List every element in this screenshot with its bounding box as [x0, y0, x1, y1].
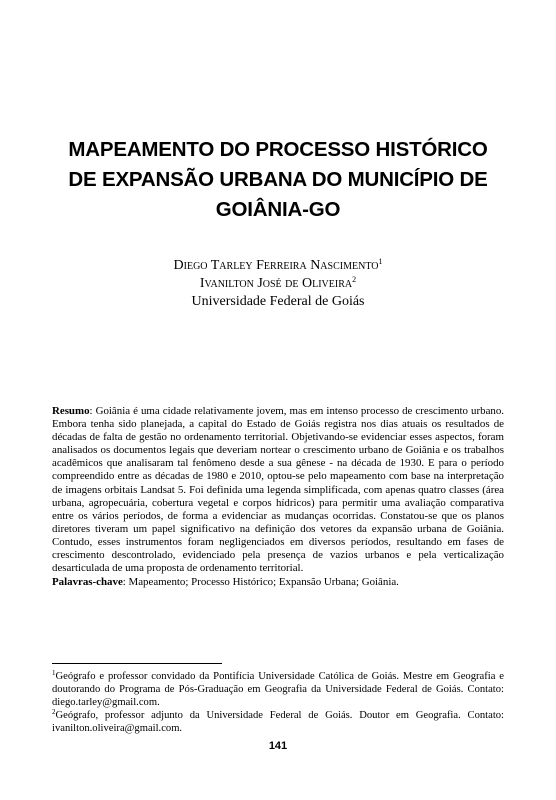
footnote-2-text: Geógrafo, professor adjunto da Universidade Federal de Goiás. Doutor em Geografia. Contato: ivanilton.oliveira@gmail.com.	[52, 710, 504, 734]
author-2-name: Ivanilton José de Oliveira	[199, 276, 353, 291]
page-number: 141	[268, 740, 288, 752]
abstract: Resumo: Goiânia é uma cidade relativamente jovem, mas em intenso processo de crescimento urbano. Embora tenha sido planejada, a capital do Estado de Goiás registra nos dias atuais os resultados de décadas de falta de gestão no ordenamento territorial. Objetivando-se evidenciar esses aspectos, foram analisados os documentos legais que deveriam nortear o crescimento urbano de Goiânia e os trabalhos acadêmicos que analisaram tal fenômeno desde a sua gênese - na década de 1930. E para o período compreendido entre as décadas de 1980 e 2010, optou-se pelo mapeamento com base na interpretação de imagens orbitais Landsat 5. Foi definida uma legenda simplificada, com apenas quatro classes (área urbana, agropecuária, cobertura vegetal e corpos hídricos) para permitir uma avaliação comparativa entre os vários períodos, de forma a evidenciar as mudanças ocorridas. Constatou-se que os planos diretores tiveram um papel significativo na definição dos vetores da expansão urbana de Goiânia. Contudo, esses instrumentos foram negligenciados em diversos períodos, resultando em fases de crescimento descontrolado, evidenciado pela presença de vazios urbanos e pela verticalização desarticulada de uma proposta de ordenamento territorial.	[52, 405, 505, 575]
abstract-text: Goiânia é uma cidade relativamente jovem, mas em intenso processo de crescimento urbano. Embora tenha sido planejada, a capital do Estado de Goiás registra nos dias atuais os resultados de décadas de falta de gestão no ordenamento territorial. Objetivando-se evidenciar esses aspectos, foram analisados os documentos legais que deveriam nortear o crescimento urbano de Goiânia e os trabalhos acadêmicos que analisaram tal fenômeno desde a sua gênese - na década de 1930. E para o período compreendido entre as décadas de 1980 e 2010, optou-se pelo mapeamento com base na interpretação de imagens orbitais Landsat 5. Foi definida uma legenda simplificada, com apenas quatro classes (área urbana, agropecuária, cobertura vegetal e corpos hídricos) para permitir uma avaliação comparativa entre os vários períodos, de forma a evidenciar as mudanças ocorridas. Constatou-se que os planos diretores tiveram um papel significativo na definição dos vetores da expansão urbana de Goiânia. Contudo, esses instrumentos foram negligenciados em diversos períodos, resultando em fases de crescimento descontrolado, evidenciado pela presença de vazios urbanos e pela verticalização desarticulada de uma proposta de ordenamento territorial.	[52, 405, 505, 575]
footnote-1	[52, 670, 504, 709]
author-2-footnote-mark: 2	[352, 275, 357, 284]
author-1-name: Diego Tarley Ferreira Nascimento	[173, 258, 379, 273]
title-line-3: GOIÂNIA-GO	[215, 198, 341, 221]
keywords-text: Mapeamento; Processo Histórico; Expansão Urbana; Goiânia.	[128, 576, 399, 588]
footnote-divider	[52, 663, 222, 664]
footnotes	[52, 670, 504, 735]
keywords-label: Palavras-chave	[52, 576, 123, 588]
keywords: Palavras-chave: Mapeamento; Processo Histórico; Expansão Urbana; Goiânia.	[52, 576, 399, 588]
affiliation: Universidade Federal de Goiás	[191, 294, 365, 309]
abstract-label: Resumo	[52, 405, 90, 417]
author-1-footnote-mark: 1	[378, 257, 383, 266]
footnote-2-mark: 2	[52, 708, 56, 716]
title-line-1: MAPEAMENTO DO PROCESSO HISTÓRICO	[68, 138, 488, 161]
author-2	[60, 275, 496, 293]
paper-title	[40, 135, 516, 225]
author-block	[60, 257, 496, 311]
author-1	[60, 257, 496, 275]
footnote-2	[52, 709, 504, 735]
footnote-1-mark: 1	[52, 669, 56, 677]
footnote-1-text: Geógrafo e professor convidado da Pontifícia Universidade Católica de Goiás. Mestre em Geografia e doutorando do Programa de Pós-Graduação em Geografia da Universidade Federal de Goiás. Contato: diego.tarley@gmail.com.	[52, 671, 504, 708]
title-line-2: DE EXPANSÃO URBANA DO MUNICÍPIO DE	[68, 168, 488, 191]
